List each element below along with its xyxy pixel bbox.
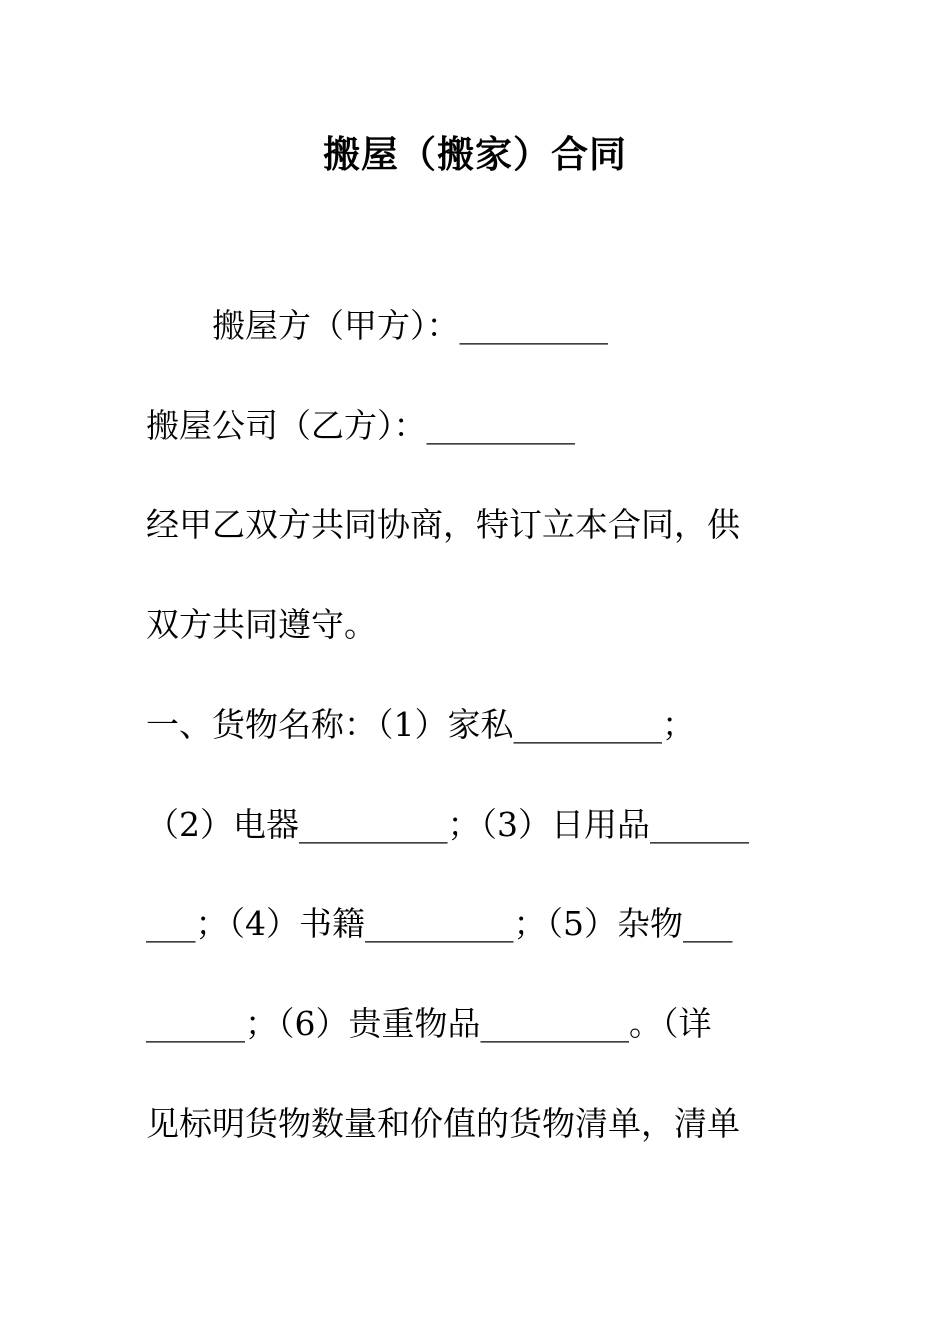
paragraph-line: 经甲乙双方共同协商，特订立本合同，供 <box>146 505 740 544</box>
goods-line: （2）电器_________；（3）日用品______ <box>146 805 749 844</box>
goods-line: ______；（6）贵重物品_________。（详 <box>146 1004 712 1043</box>
paragraph-line: 双方共同遵守。 <box>146 605 377 644</box>
goods-line: 一、货物名称：（1）家私_________； <box>146 705 695 744</box>
goods-line: 见标明货物数量和价值的货物清单，清单 <box>146 1104 740 1143</box>
document-title: 搬屋（搬家）合同 <box>323 132 627 176</box>
goods-line: ___；（4）书籍_________；（5）杂物___ <box>146 904 733 943</box>
party-a-line: 搬屋方（甲方）：_________ <box>146 306 608 345</box>
party-b-line: 搬屋公司（乙方）：_________ <box>146 406 575 445</box>
